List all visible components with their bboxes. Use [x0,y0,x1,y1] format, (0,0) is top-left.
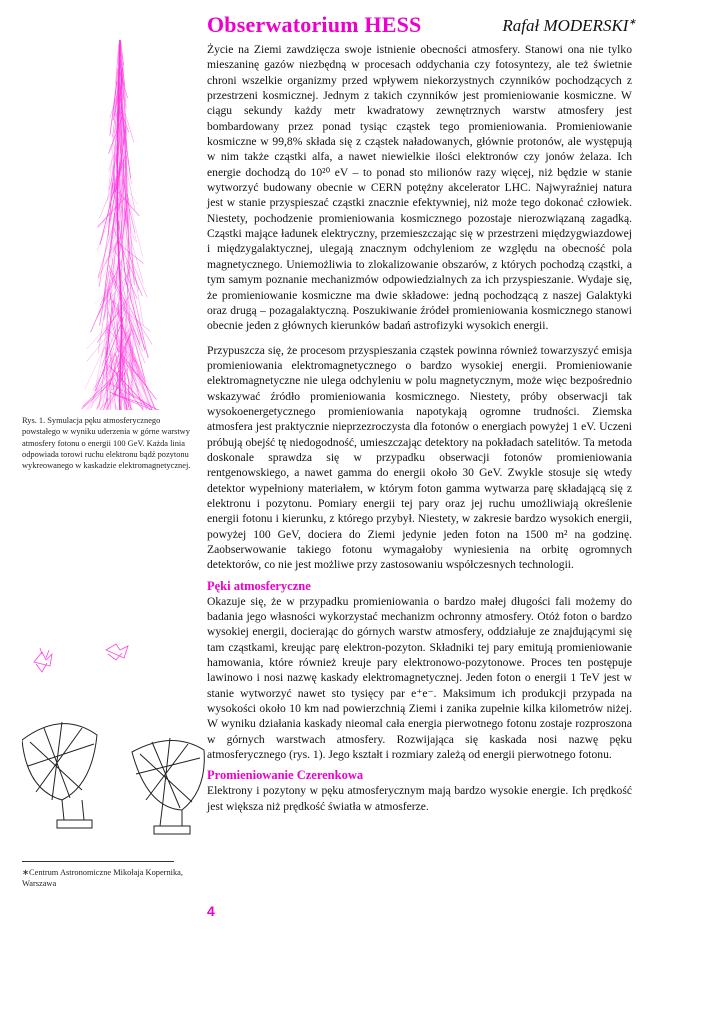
shower-track [129,254,147,298]
light-flash-right [106,644,128,660]
title-row [207,10,636,42]
air-shower-simulation-figure [60,40,180,410]
section-text-cherenkov: Elektrony i pozytony w pęku atmosferycznym mają bardzo wysokie energie. Ich prędkość jest większa niż prędkość światła w atmosferze. [207,784,632,813]
footnote: ∗Centrum Astronomiczne Mikołaja Kopernika, Warszawa [22,868,183,889]
article-title: Obserwatorium HESS [207,12,422,37]
light-flash-left [34,648,52,672]
left-margin-column [22,0,202,1024]
author-name: Rafał MODERSKI [502,16,629,35]
main-column [207,10,636,814]
section-heading-cherenkov: Promieniowanie Czerenkowa [207,768,364,783]
paragraph-intro: Życie na Ziemi zawdzięcza swoje istnienie obecności atmosfery. Stanowi ona nie tylko mieszaninę gazów niezbędną w procesach oddychania czy fotosyntezy, ale też świetnie chroni wszelkie organizmy przed wpływem niekorzystnych czynników pochodzących z przestrzeni kosmicznej. Jednym z takich czynników jest promieniowanie kosmiczne. W ciągu sekundy każdy metr kwadratowy zewnętrznych warstw atmosfery jest bombardowany przez ponad tysiąc cząstek tego promieniowania. Promieniowanie kosmiczne w 99,8% składa się z cząstek naładowanych, głównie protonów, ale występują w nim także cząstki alfa, a nawet niewielkie ilości elektronów czy jonów żelaza. Ich energie dochodzą do 10²⁰ eV – to ponad sto milionów razy więcej, niż będzie w stanie wytworzyć budowany obecnie w CERN potężny akcelerator LHC. Najwyraźniej natura jest w stanie przyspieszać cząstki znacznie efektywniej, niż może tego dokonać człowiek. Niestety, pochodzenie promieniowania kosmicznego pozostaje nierozwiązaną zagadką. Cząstki mające ładunek elektryczny, przemieszczając się w przestrzeni międzygwiazdowej i międzygalaktycznej, ulegają znacznym odchyleniom ze względu na obecność pola magnetycznego. Uniemożliwia to zlokalizowanie obszarów, z których pochodzą cząstki, a tym samym poznanie mechanizmów odpowiedzialnych za ich przyspieszanie. Wydaje się, że promieniowanie kosmiczne ma dwie składowe: jedną pochodzącą z naszej Galaktyki oraz drugą – pozagalaktyczną. Poszukiwanie źródeł promieniowania kosmicznego stanowi obecnie jeden z głównych kierunków badań astrofizyki wysokich energii. [207,43,632,333]
shower-track [104,398,108,410]
telescope-left [22,722,97,828]
telescope-sketch-figure [22,640,212,850]
article-author [502,16,636,36]
telescope-right [132,738,204,834]
section-text-air-showers: Okazuje się, że w przypadku promieniowania o bardzo małej długości fali możemy do badania jego własności wykorzystać mechanizm ochronny atmosfery. Otóż foton o bardzo wysokiej energii, docierając do górnych warstw atmosfery, oddziałuje ze znajdującymi się tam cząstkami, kreując parę elektron-pozyton. Składniki tej pary emitują promieniowanie hamowania, które również kreuje pary elektronowo-pozytonowe. Proces ten postępuje lawinowo i nosi nazwę kaskady elektromagnetycznej. Jeden foton o energii 1 TeV jest w stanie wytworzyć nawet sto tysięcy par e⁺e⁻. Maksimum ich produkcji przypada na wysokości około 10 km nad powierzchnią Ziemi i zanika zupełnie kilka kilometrów niżej. W wyniku działania kaskady nieomal cała energia pierwotnego fotonu zostaje rozproszona w górnych warstwach atmosfery. Rozwijająca się kaskada nosi nazwę pęku atmosferycznego (rys. 1). Jego kształt i rozmiary zależą od energii pierwotnego fotonu. [207,594,632,762]
paragraph-gamma: Przypuszcza się, że procesom przyspieszania cząstek powinna również towarzyszyć emisja promieniowania elektromagnetycznego o bardzo wysokiej energii. Promieniowanie elektromagnetyczne nie ulega odchyleniu w polu magnetycznym, może więc bezpośrednio wskazywać źródło promieniowania kosmicznego. Niestety, próby obserwacji tak wysokoenergetycznego promieniowania napotykają ogromne trudności. Ziemska atmosfera jest praktycznie nieprzezroczysta dla fotonów o energiach powyżej 1 eV. Uczeni próbują obejść tę niedogodność, umieszczając detektory na pokładach satelitów. Ta metoda doskonale sprawdza się w przypadku obserwacji fotonów promieniowania rentgenowskiego, a nawet gamma do energii około 30 GeV. Zwykle stosuje się wtedy detektor wypełniony materiałem, w którym foton gamma wytwarza parę składającą się z elektronu i pozytonu. Pomiary energii tej pary oraz jej ruchu umożliwiają określenie energii fotonu i kierunku, z którego przybył. Niestety, w zakresie bardzo wysokich energii, powyżej 100 GeV, dociera do Ziemi jedynie jeden foton na 1500 m² na godzinę. Zaobserwowanie takiego fotonu wymagałoby wyniesienia na orbitę ogromnych detektorów, co nie jest możliwe przy zastosowaniu współczesnych technologii. [207,343,632,572]
footnote-rule [22,861,174,862]
author-mark: ∗ [628,16,636,27]
shower-track [97,213,112,251]
figure-caption: Rys. 1. Symulacja pęku atmosferycznego powstałego w wyniku uderzenia w górne warstwy atmosfery fotonu o energii 100 GeV. Każda linia odpowiada torowi ruchu elektronu bądź pozytonu wykreowanego w kaskadzie elektromagnetycznej. [22,416,191,471]
section-heading-air-showers: Pęki atmosferyczne [207,578,311,593]
page-number: 4 [207,903,215,919]
